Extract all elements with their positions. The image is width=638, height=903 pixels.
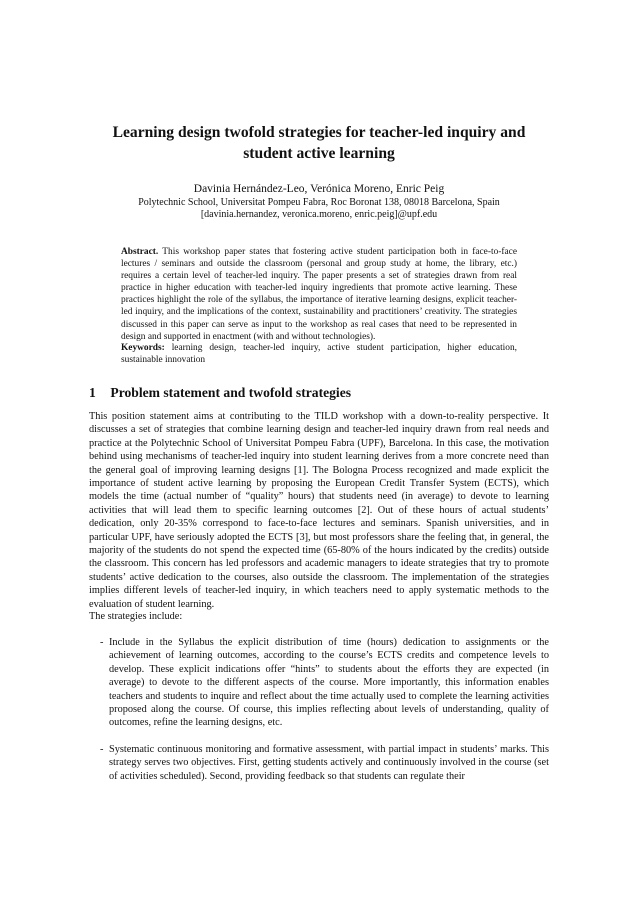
abstract <box>121 246 517 343</box>
strategy-text: Systematic continuous monitoring and formative assessment, with partial impact in students’ marks. This strategy serves two objectives. First, getting students actively and continuously involved in the course (set of activities scheduled). Second, providing feedback so that students can regulate their <box>109 743 549 782</box>
section-heading <box>89 385 549 401</box>
body-paragraph: This position statement aims at contributing to the TILD workshop with a down-to-reality perspective. It discusses a set of strategies that combine learning design and teacher-led inquiry drawn from real needs and practice at the Polytechnic School of Universitat Pompeu Fabra (UPF), Barcelona. In this case, the motivation behind using mechanisms of teacher-led inquiry into student learning derives from a more concrete need than the general goal of improving learning designs [1]. The Bologna Process recognized and made explicit the importance of student active learning by proposing the European Credit Transfer System (ECTS), which models the time (actual number of “quality” hours) that students need (in average) to devote to learning activities that will lead them to specific learning outcomes [2]. Out of these hours of actual students’ dedication, only 20-35% correspond to face-to-face lectures and seminars. Spanish universities, and in particular UPF, have seriously adopted the ECTS [3], but most professors share the feeling that, in general, the majority of the students do not spend the expected time (65-80% of the hours indicated by the credits) outside the classroom. This concern has led professors and academic managers to ideate strategies that try to promote students’ active dedication to the courses, also outside the classroom. The implementation of the strategies implies different levels of teacher-led inquiry, in which teachers need to apply systematic methods to the evaluation of student learning. <box>89 411 549 610</box>
author-emails: [davinia.hernandez, veronica.moreno, enric.peig]@upf.edu <box>200 209 438 220</box>
keywords-text: learning design, teacher-led inquiry, active student participation, higher education, sustainable innovation <box>121 343 518 366</box>
keywords-label: Keywords: <box>121 343 165 353</box>
affiliation: Polytechnic School, Universitat Pompeu Fabra, Roc Boronat 138, 08018 Barcelona, Spain <box>138 197 500 208</box>
author-list: Davinia Hernández-Leo, Verónica Moreno, Enric Peig <box>193 183 445 195</box>
keywords <box>121 342 517 366</box>
section-number: 1 <box>89 385 96 400</box>
strategies-list <box>100 636 549 796</box>
strategy-item <box>100 743 549 783</box>
strategies-intro: The strategies include: <box>89 611 183 622</box>
bullet-marker: - <box>100 743 104 755</box>
strategy-text: Include in the Syllabus the explicit distribution of time (hours) dedication to assignments or the achievement of learning outcomes, according to the course’s ECTS credits and competence levels to develop. These explicit indications offer “hints” to students about the efforts they are expected (in average) to devote to the different aspects of the course. More importantly, this information enables teachers and students to inquire and reflect about the time actually used to complete the learning activities proposed along the course. Of course, this implies reflecting about levels of understanding, quality of outcomes, refine the learning designs, etc. <box>109 637 549 729</box>
bullet-marker: - <box>100 637 104 648</box>
abstract-text: This workshop paper states that fostering active student participation both in face-to-face lectures / seminars and outside the classroom (personal and group study at home, the library, etc.) requires a certain level of teacher-led inquiry. The paper presents a set of strategies drawn from real practice in higher education with teacher-led inquiry ingredients that promote active learning. These practices highlight the role of the syllabus, the importance of iterative learning designs, explicit teacher-led inquiry, and the implications of the context, sustainability and practitioners’ creativity. The strategies discussed in this paper can serve as input to the workshop as real cases that need to be represented in design and supported in enactment (with and without technologies). <box>121 247 517 342</box>
abstract-label: Abstract. <box>121 247 159 257</box>
strategy-item <box>100 636 549 730</box>
paper-title: Learning design twofold strategies for teacher-led inquiry and student active learning <box>112 124 526 162</box>
section-title: Problem statement and twofold strategies <box>110 385 352 400</box>
